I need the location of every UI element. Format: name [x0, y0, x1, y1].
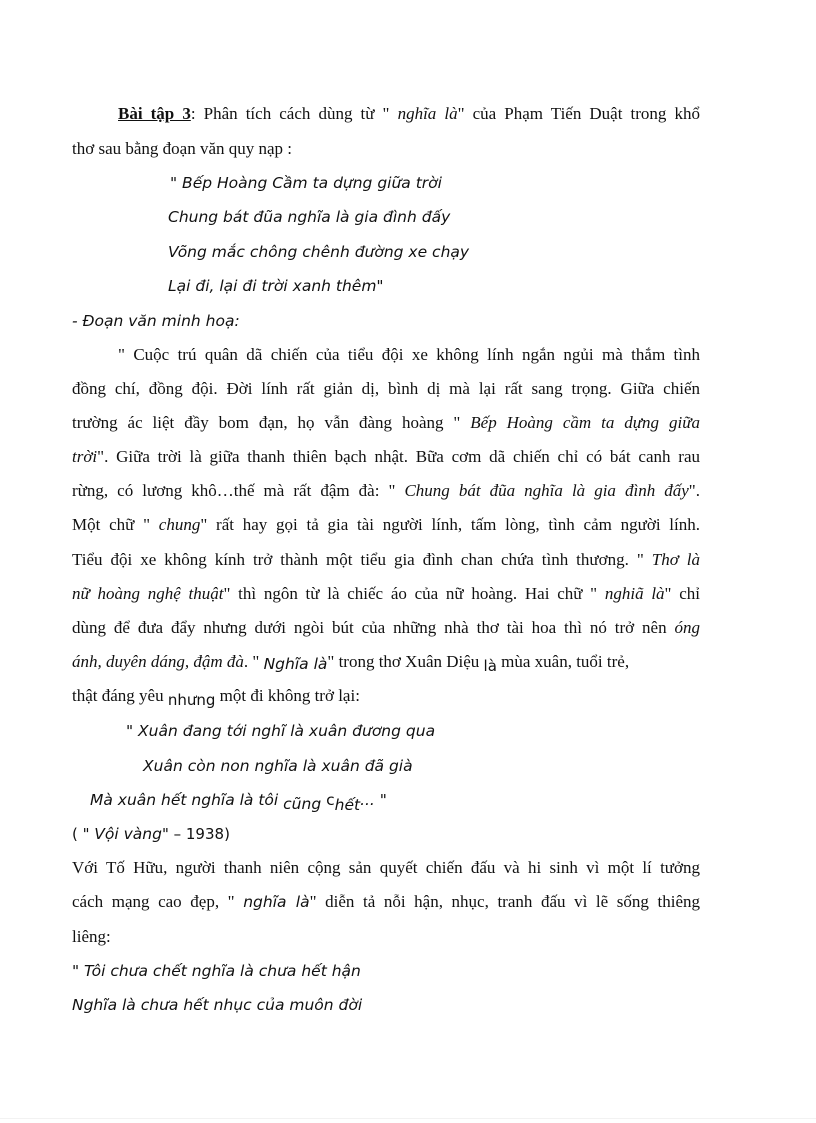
para-quote: trời — [72, 447, 98, 466]
para-quote: Bếp Hoàng cầm ta dựng giữa — [470, 413, 700, 432]
para-line-1 — [118, 344, 700, 366]
exercise-term: nghĩa là — [397, 104, 458, 123]
exercise-line-1 — [118, 103, 700, 125]
para-text: một đi không trở lại: — [215, 686, 360, 705]
poem-text: Mà xuân hết nghĩa là tôi — [90, 791, 284, 809]
poem3-line-1: " Tôi chưa chết nghĩa là chưa hết hận — [72, 962, 361, 980]
para-quote: ánh, duyên dáng, đậm đà — [72, 652, 244, 671]
para-line-8 — [72, 583, 700, 605]
para-line-3 — [72, 412, 700, 434]
para-line-5 — [72, 480, 700, 502]
para-text: cách mạng cao đẹp, " — [72, 892, 244, 911]
poem-text: hết — [334, 796, 361, 814]
exercise-label: Bài tập 3 — [118, 104, 191, 123]
tohuu-line-2 — [72, 891, 700, 913]
para-line-2 — [72, 378, 700, 400]
para-quote: chung — [158, 515, 201, 534]
para-text: Một chữ " — [72, 515, 159, 534]
para-line-10 — [72, 651, 629, 673]
para-text: " thì ngôn từ là chiếc áo của nữ hoàng. Hai chữ " — [223, 584, 605, 603]
para-text: dùng để đưa đẩy nhưng dưới ngòi bút của những nhà thơ tài hoa thì nó trở nên — [72, 618, 675, 637]
poem1-line-4: Lại đi, lại đi trời xanh thêm" — [168, 277, 384, 295]
para-text: mùa xuân, tuổi trẻ, — [496, 652, 630, 671]
para-quote: Thơ là — [651, 550, 700, 569]
para-line-9 — [72, 617, 700, 639]
para-quote: Nghĩa là — [263, 655, 328, 673]
poem-text: ... " — [360, 791, 387, 809]
para-line-4 — [72, 446, 700, 468]
exercise-text: : Phân tích cách dùng từ " — [190, 104, 398, 123]
para-quote: óng — [674, 618, 700, 637]
illustration-heading: - Đoạn văn minh hoạ: — [72, 312, 240, 330]
para-text: . " — [243, 652, 264, 671]
poem1-line-2: Chung bát đũa nghĩa là gia đình đấy — [168, 208, 451, 226]
poem-text: c — [321, 791, 335, 809]
poem1-line-1: " Bếp Hoàng Cầm ta dựng giữa trời — [170, 174, 442, 192]
para-text: Tiểu đội xe không kính trở thành một tiểu gia đình chan chứa tình thương. " — [72, 550, 652, 569]
citation-text: " – 1938) — [161, 825, 230, 843]
citation — [72, 823, 230, 845]
para-quote: nghiã là — [604, 584, 665, 603]
para-text: đồng chí, đồng đội. Đời lính rất giản dị, bình dị mà lại rất sang trọng. Giữa chiến — [72, 379, 700, 398]
page-bottom-edge — [0, 1118, 816, 1119]
para-text: là — [483, 657, 497, 675]
para-text: trường ác liệt đầy bom đạn, họ vẫn đàng hoàng " — [72, 413, 471, 432]
tohuu-line-3: liêng: — [72, 927, 111, 946]
para-line-7 — [72, 549, 700, 571]
para-line-6 — [72, 514, 700, 536]
para-text: " Cuộc trú quân dã chiến của tiểu đội xe không lính ngắn ngủi mà thắm tình — [118, 345, 700, 364]
exercise-line-2: thơ sau bằng đoạn văn quy nạp : — [72, 139, 293, 158]
para-text: rừng, có lương khô…thế mà rất đậm đà: " — [72, 481, 405, 500]
para-text: ". Giữa trời là giữa thanh thiên bạch nhật. Bữa cơm dã chiến chỉ có bát canh rau — [97, 447, 700, 466]
poem1-line-3: Võng mắc chông chênh đường xe chạy — [168, 243, 470, 261]
para-text: " rất hay gọi tả gia tài người lính, tấm lòng, tình cảm người lính. — [200, 515, 700, 534]
poem-text: cũng — [283, 795, 322, 813]
para-quote: nghĩa là — [243, 893, 310, 911]
para-text: " chỉ — [664, 584, 700, 603]
exercise-text-tail: " của Phạm Tiến Duật trong khổ — [457, 104, 700, 123]
poem2-line-3 — [90, 789, 387, 814]
para-quote: Chung bát đũa nghĩa là gia đình đấy — [404, 481, 689, 500]
citation-text: ( " — [72, 825, 95, 843]
para-text: Với Tố Hữu, người thanh niên cộng sản quyết chiến đấu và hi sinh vì một lí tưởng — [72, 858, 700, 877]
poem2-line-2: Xuân còn non nghĩa là xuân đã già — [143, 757, 413, 775]
poem3-line-2: Nghĩa là chưa hết nhục của muôn đời — [72, 996, 363, 1014]
para-line-11 — [72, 685, 360, 707]
citation-title: Vội vàng — [94, 825, 162, 843]
para-quote: nữ hoàng nghệ thuật — [72, 584, 224, 603]
para-text: thật đáng yêu — [72, 686, 168, 705]
para-text: " trong thơ Xuân Diệu — [327, 652, 484, 671]
para-text: ". — [688, 481, 700, 500]
para-text: nhưng — [167, 691, 216, 709]
poem2-line-1: " Xuân đang tới nghĩ là xuân đương qua — [126, 722, 436, 740]
para-text: " diễn tả nỗi hận, nhục, tranh đấu vì lẽ sống thiêng — [309, 892, 700, 911]
tohuu-line-1 — [72, 857, 700, 879]
